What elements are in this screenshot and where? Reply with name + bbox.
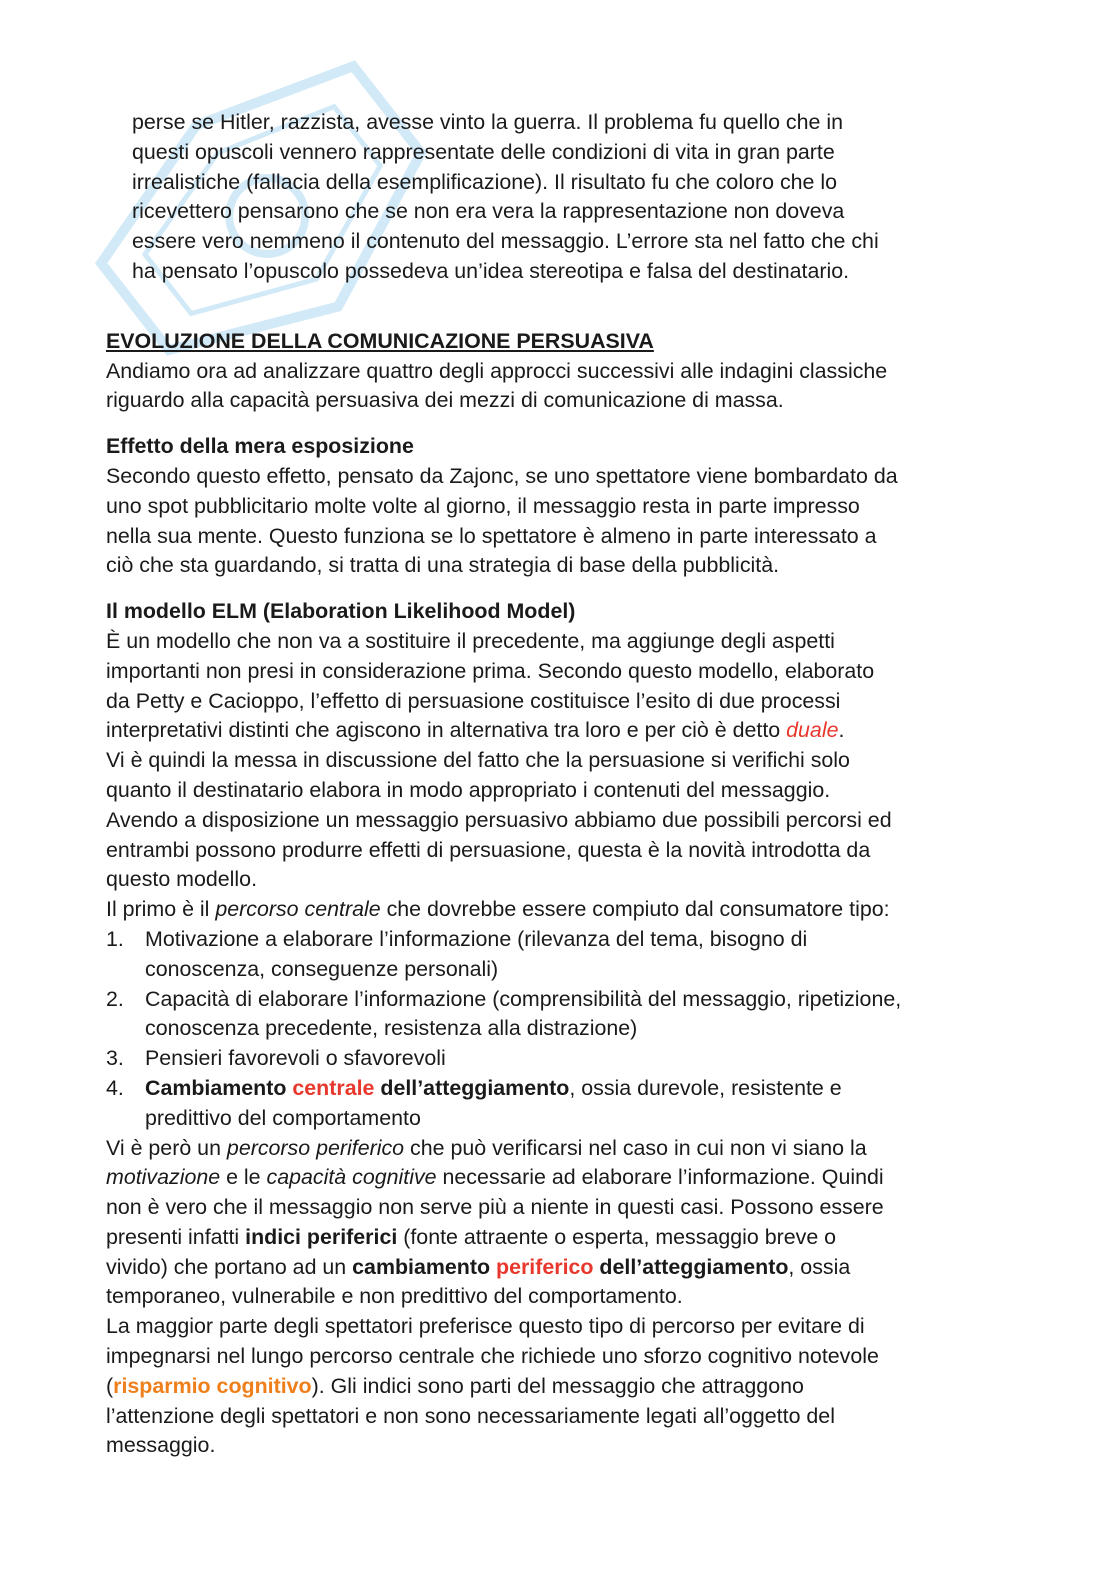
- text-span: (fonte attraente o esperta, messaggio breve o: [397, 1224, 837, 1249]
- italic-percorso-centrale: percorso centrale: [215, 897, 381, 922]
- text-line: messaggio.: [106, 1433, 216, 1458]
- list-number: 4.: [106, 1075, 124, 1100]
- list-number: 3.: [106, 1046, 124, 1071]
- list-text: Capacità di elaborare l’informazione (comprensibilità del messaggio, ripetizione,: [145, 986, 902, 1011]
- text-line: Avendo a disposizione un messaggio persuasivo abbiamo due possibili percorsi ed: [106, 807, 892, 832]
- text-line: riguardo alla capacità persuasiva dei mezzi di comunicazione di massa.: [106, 388, 784, 413]
- text-line: [106, 895, 1006, 925]
- highlight-duale: duale: [786, 718, 839, 743]
- bold-span: cambiamento: [352, 1254, 496, 1279]
- text-line: [106, 1134, 1006, 1164]
- list-text: Motivazione a elaborare l’informazione (rilevanza del tema, bisogno di: [145, 926, 808, 951]
- text-line: quanto il destinatario elabora in modo appropriato i contenuti del messaggio.: [106, 777, 831, 802]
- text-line: Vi è quindi la messa in discussione del fatto che la persuasione si verifichi solo: [106, 748, 850, 773]
- text-line: nella sua mente. Questo funziona se lo spettatore è almeno in parte interessato a: [106, 523, 877, 548]
- text-line: temporaneo, vulnerabile e non predittivo del comportamento.: [106, 1284, 683, 1309]
- list-item: [106, 985, 1006, 1015]
- text-span: Vi è però un: [106, 1135, 227, 1160]
- highlight-periferico: periferico: [496, 1254, 594, 1279]
- text-span: , ossia: [788, 1254, 851, 1279]
- text-line: ricevettero pensarono che se non era vera la rappresentazione non doveva: [132, 199, 845, 224]
- text-line: ha pensato l’opuscolo possedeva un’idea stereotipa e falsa del destinatario.: [132, 258, 850, 283]
- bold-span: Cambiamento: [145, 1075, 293, 1100]
- text-line: irrealistiche (fallacia della esemplificazione). Il risultato fu che coloro che lo: [132, 169, 838, 194]
- document-page: [106, 108, 1006, 1461]
- text-line: perse se Hitler, razzista, avesse vinto la guerra. Il problema fu quello che in: [132, 110, 843, 134]
- list-number: 1.: [106, 926, 124, 951]
- text-line: non è vero che il messaggio non serve più a niente in questi casi. Possono essere: [106, 1195, 884, 1220]
- list-item: [106, 1074, 1006, 1104]
- text-line: [106, 1372, 1006, 1402]
- section-title: EVOLUZIONE DELLA COMUNICAZIONE PERSUASIVA: [106, 328, 654, 353]
- text-line: da Petty e Cacioppo, l’effetto di persuasione costituisce l’esito di due processi: [106, 688, 841, 713]
- text-line: È un modello che non va a sostituire il precedente, ma aggiunge degli aspetti: [106, 628, 835, 653]
- text-line: La maggior parte degli spettatori preferisce questo tipo di percorso per evitare di: [106, 1314, 865, 1339]
- italic-percorso-periferico: percorso periferico: [226, 1135, 405, 1160]
- subsection-title-mera-esposizione: Effetto della mera esposizione: [106, 434, 414, 459]
- text-span: presenti infatti: [106, 1224, 246, 1249]
- text-line: ciò che sta guardando, si tratta di una strategia di base della pubblicità.: [106, 553, 780, 578]
- list-text: Pensieri favorevoli o sfavorevoli: [145, 1046, 446, 1071]
- highlight-risparmio-cognitivo: risparmio cognitivo: [113, 1373, 312, 1398]
- text-line: Secondo questo effetto, pensato da Zajonc, se uno spettatore viene bombardato da: [106, 463, 898, 488]
- list-text: predittivo del comportamento: [145, 1105, 421, 1130]
- text-line: questi opuscoli vennero rappresentate delle condizioni di vita in gran parte: [132, 139, 835, 164]
- text-line: impegnarsi nel lungo percorso centrale che richiede uno sforzo cognitivo notevole: [106, 1344, 879, 1369]
- text-span: e le: [220, 1165, 267, 1190]
- text-line: essere vero nemmeno il contenuto del messaggio. L’errore sta nel fatto che chi: [132, 229, 879, 254]
- text-span: Il primo è il: [106, 897, 216, 922]
- text-span: interpretativi distinti che agiscono in alternativa tra loro e per ciò è detto: [106, 718, 787, 743]
- list-item-continued: [106, 955, 1006, 985]
- list-item-continued: [106, 1014, 1006, 1044]
- italic-motivazione: motivazione: [106, 1165, 221, 1190]
- list-item-continued: [106, 1104, 1006, 1134]
- text-span: necessarie ad elaborare l’informazione. Quindi: [436, 1165, 884, 1190]
- text-line: uno spot pubblicitario molte volte al giorno, il messaggio resta in parte impresso: [106, 493, 860, 518]
- text-line: Andiamo ora ad analizzare quattro degli approcci successivi alle indagini classiche: [106, 358, 888, 383]
- text-line: entrambi possono produrre effetti di persuasione, questa è la novità introdotta da: [106, 837, 871, 862]
- text-span: .: [838, 718, 845, 743]
- list-text: [145, 1074, 1006, 1104]
- text-span: che dovrebbe essere compiuto dal consumatore tipo:: [380, 897, 890, 922]
- list-item: [106, 925, 1006, 955]
- bold-span: dell’atteggiamento: [593, 1254, 789, 1279]
- italic-capacita-cognitive: capacità cognitive: [266, 1165, 437, 1190]
- text-span: vivido) che portano ad un: [106, 1254, 353, 1279]
- text-line: l’attenzione degli spettatori e non sono necessariamente legati all’oggetto del: [106, 1403, 835, 1428]
- list-text: conoscenza, conseguenze personali): [145, 956, 499, 981]
- text-span: (: [106, 1373, 114, 1398]
- list-text: conoscenza precedente, resistenza alla distrazione): [145, 1016, 638, 1041]
- list-number: 2.: [106, 986, 124, 1011]
- text-line: [106, 716, 1006, 746]
- text-line: [106, 1163, 1006, 1193]
- text-line: [106, 1253, 1006, 1283]
- list-item: [106, 1044, 1006, 1074]
- bold-indici-periferici: indici periferici: [245, 1224, 398, 1249]
- text-line: [106, 1223, 1006, 1253]
- text-span: che può verificarsi nel caso in cui non vi siano la: [404, 1135, 867, 1160]
- bold-span: dell’atteggiamento: [374, 1075, 570, 1100]
- text-line: questo modello.: [106, 867, 258, 892]
- subsection-title-elm: Il modello ELM (Elaboration Likelihood Model): [106, 599, 576, 624]
- text-span: ). Gli indici sono parti del messaggio che attraggono: [311, 1373, 804, 1398]
- highlight-centrale: centrale: [292, 1075, 375, 1100]
- text-span: , ossia durevole, resistente e: [569, 1075, 842, 1100]
- text-line: importanti non presi in considerazione prima. Secondo questo modello, elaborato: [106, 658, 875, 683]
